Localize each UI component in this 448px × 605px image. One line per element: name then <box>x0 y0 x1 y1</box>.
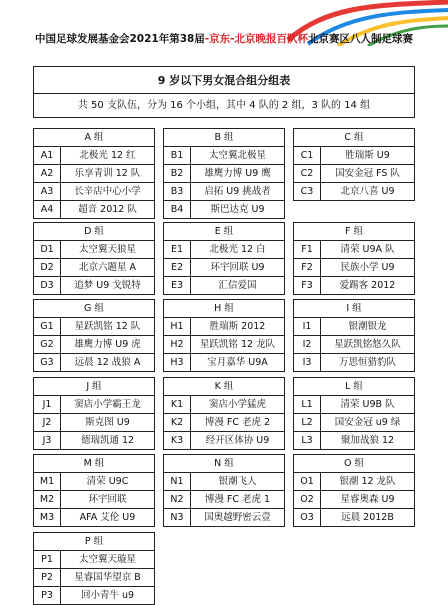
team-row <box>294 414 414 432</box>
team-code: G3 <box>34 354 61 371</box>
team-code: E3 <box>164 277 191 294</box>
team-row <box>34 551 154 569</box>
team-row <box>294 183 414 200</box>
group-header: C 组 <box>294 129 414 147</box>
team-row <box>164 165 284 183</box>
team-row <box>164 183 284 201</box>
team-name: 超音 2012 队 <box>78 204 137 215</box>
team-row <box>34 277 154 294</box>
team-code: M2 <box>34 491 61 508</box>
team-code: D2 <box>34 259 61 276</box>
team-code: K1 <box>164 396 191 413</box>
team-row <box>164 277 284 294</box>
team-name: 乐享青训 12 队 <box>74 168 141 179</box>
team-row <box>34 569 154 587</box>
group-header: H 组 <box>164 300 284 318</box>
team-row <box>294 336 414 354</box>
team-name: 长辛店中心小学 <box>74 186 141 197</box>
team-code: N1 <box>164 473 191 490</box>
group-table <box>163 128 285 219</box>
team-row <box>34 473 154 491</box>
team-row <box>34 241 154 259</box>
team-row <box>164 396 284 414</box>
team-row <box>164 241 284 259</box>
group-table <box>293 377 415 450</box>
group-header: N 组 <box>164 455 284 473</box>
team-name: 窦店小学霸王龙 <box>74 399 141 410</box>
team-row <box>294 165 414 183</box>
team-code: B1 <box>164 147 191 164</box>
team-name: 太空翼天璇星 <box>78 554 136 565</box>
team-name: 民族小学 U9 <box>340 262 395 273</box>
team-name: 星跃凯铭 12 队 <box>74 321 141 332</box>
team-name: 清荣 U9A 队 <box>340 244 395 255</box>
team-code: M3 <box>34 509 61 526</box>
event-title-part1: 中国足球发展基金会2021年第38届 <box>34 33 205 45</box>
team-code: P2 <box>34 569 61 586</box>
team-name: 博漫 FC 老虎 2 <box>204 417 271 428</box>
team-name: 万思恒猎豹队 <box>338 357 396 368</box>
team-name: 环宇回联 U9 <box>210 262 265 273</box>
team-code: N2 <box>164 491 191 508</box>
group-header: E 组 <box>164 223 284 241</box>
team-row <box>34 201 154 218</box>
team-row <box>34 165 154 183</box>
team-code: A4 <box>34 201 61 218</box>
team-name: 回小青牛 u9 <box>80 590 135 601</box>
team-code: F2 <box>294 259 321 276</box>
team-row <box>294 318 414 336</box>
team-row <box>294 241 414 259</box>
group-table <box>33 454 155 527</box>
team-row <box>294 277 414 294</box>
team-code: E1 <box>164 241 191 258</box>
team-row <box>164 432 284 449</box>
team-name: 星跃凯铭 12 龙队 <box>199 339 276 350</box>
team-name: 银潮飞人 <box>218 476 257 487</box>
group-header: F 组 <box>294 223 414 241</box>
team-code: L2 <box>294 414 321 431</box>
team-row <box>34 183 154 201</box>
team-row <box>294 473 414 491</box>
team-name: 国奥越野密云壹 <box>204 512 271 523</box>
team-row <box>164 259 284 277</box>
group-table <box>163 377 285 450</box>
team-name: 雄鹰力博 U9 虎 <box>74 339 141 350</box>
team-code: J3 <box>34 432 61 449</box>
team-code: L3 <box>294 432 321 449</box>
team-row <box>34 354 154 371</box>
group-header: A 组 <box>34 129 154 147</box>
team-name: 启拓 U9 挑战者 <box>204 186 271 197</box>
team-code: A1 <box>34 147 61 164</box>
team-name: 经开区体协 U9 <box>205 435 270 446</box>
team-code: B2 <box>164 165 191 182</box>
team-name: 胜瑞斯 2012 <box>209 321 266 332</box>
team-name: 汇信爱国 <box>218 280 257 291</box>
team-name: 聚加战狼 12 <box>340 435 395 446</box>
group-header: G 组 <box>34 300 154 318</box>
team-row <box>34 336 154 354</box>
team-name: 银潮银龙 <box>348 321 387 332</box>
event-title <box>0 31 448 46</box>
group-table <box>293 454 415 527</box>
team-name: 远晨 2012B <box>341 512 394 523</box>
team-name: 窦店小学猛虎 <box>208 399 266 410</box>
team-name: 星跃凯铭悠久队 <box>334 339 401 350</box>
team-code: N3 <box>164 509 191 526</box>
team-code: K3 <box>164 432 191 449</box>
team-code: H1 <box>164 318 191 335</box>
team-code: C1 <box>294 147 321 164</box>
team-name: 斯巴达克 U9 <box>210 204 265 215</box>
team-name: 环宇回联 <box>88 494 127 505</box>
team-row <box>34 491 154 509</box>
team-code: K2 <box>164 414 191 431</box>
group-header: B 组 <box>164 129 284 147</box>
team-name: 星睿奥森 U9 <box>340 494 395 505</box>
team-code: B3 <box>164 183 191 200</box>
team-code: A3 <box>34 183 61 200</box>
team-name: 北京六题星 A <box>78 262 137 273</box>
team-code: H3 <box>164 354 191 371</box>
team-row <box>34 396 154 414</box>
team-row <box>294 354 414 371</box>
group-table <box>33 222 155 295</box>
team-code: J1 <box>34 396 61 413</box>
table-summary: 共 50 支队伍，分为 16 个小组，其中 4 队的 2 组，3 队的 14 组 <box>77 100 371 111</box>
team-row <box>294 396 414 414</box>
group-header: O 组 <box>294 455 414 473</box>
team-row <box>34 318 154 336</box>
team-code: M1 <box>34 473 61 490</box>
team-code: H2 <box>164 336 191 353</box>
team-name: 远晨 12 战狼 A <box>74 357 141 368</box>
group-table <box>33 377 155 450</box>
team-row <box>34 259 154 277</box>
team-name: AFA 艾伦 U9 <box>79 512 136 523</box>
team-name: 清荣 U9B 队 <box>340 399 395 410</box>
group-table <box>33 532 155 605</box>
team-code: E2 <box>164 259 191 276</box>
team-name: 清荣 U9C <box>86 476 129 487</box>
team-name: 北极光 12 白 <box>209 244 266 255</box>
team-name: 国安金冠 FS 队 <box>335 168 400 179</box>
group-header: K 组 <box>164 378 284 396</box>
team-code: I1 <box>294 318 321 335</box>
main-info-table <box>33 66 415 118</box>
team-row <box>164 201 284 218</box>
group-table <box>293 299 415 372</box>
group-table <box>33 299 155 372</box>
group-header: J 组 <box>34 378 154 396</box>
event-title-sponsor: -京东-北京晚报百队杯 <box>204 33 309 45</box>
team-row <box>294 432 414 449</box>
team-row <box>34 587 154 604</box>
team-code: P1 <box>34 551 61 568</box>
group-table <box>163 454 285 527</box>
event-title-part3: 北京赛区八人制足球赛 <box>308 33 414 45</box>
team-row <box>294 491 414 509</box>
team-code: O3 <box>294 509 321 526</box>
team-row <box>34 147 154 165</box>
group-table <box>33 128 155 219</box>
team-code: P3 <box>34 587 61 604</box>
group-table <box>293 222 415 295</box>
team-row <box>294 509 414 526</box>
group-header: I 组 <box>294 300 414 318</box>
team-name: 国安金冠 u9 绿 <box>334 417 401 428</box>
team-name: 星睿国华望京 B <box>74 572 141 583</box>
team-code: F1 <box>294 241 321 258</box>
team-code: B4 <box>164 201 191 218</box>
team-name: 博漫 FC 老虎 1 <box>204 494 271 505</box>
team-row <box>294 259 414 277</box>
group-table <box>163 299 285 372</box>
team-row <box>164 473 284 491</box>
team-name: 追梦 U9 戈锐特 <box>74 280 141 291</box>
team-name: 德瑞凯通 12 <box>80 435 135 446</box>
team-code: O1 <box>294 473 321 490</box>
team-code: L1 <box>294 396 321 413</box>
team-row <box>34 432 154 449</box>
team-code: G2 <box>34 336 61 353</box>
team-row <box>164 491 284 509</box>
team-name: 太空翼北极星 <box>208 150 266 161</box>
team-name: 银潮 12 龙队 <box>339 476 396 487</box>
team-row <box>34 414 154 432</box>
team-code: D3 <box>34 277 61 294</box>
team-row <box>164 509 284 526</box>
team-name: 胜瑞斯 U9 <box>345 150 390 161</box>
table-title: 9 岁以下男女混合组分组表 <box>34 67 414 94</box>
team-code: I2 <box>294 336 321 353</box>
group-header: M 组 <box>34 455 154 473</box>
group-table <box>293 128 415 201</box>
team-row <box>294 147 414 165</box>
team-code: A2 <box>34 165 61 182</box>
team-code: O2 <box>294 491 321 508</box>
team-code: J2 <box>34 414 61 431</box>
team-row <box>34 509 154 526</box>
team-row <box>164 414 284 432</box>
group-header: D 组 <box>34 223 154 241</box>
team-name: 雄鹰力博 U9 鹰 <box>204 168 271 179</box>
team-row <box>164 147 284 165</box>
team-name: 爱踢客 2012 <box>339 280 396 291</box>
team-name: 北京八喜 U9 <box>340 186 395 197</box>
group-header: L 组 <box>294 378 414 396</box>
team-row <box>164 354 284 371</box>
header-banner <box>0 0 448 60</box>
team-name: 宝月嘉华 U9A <box>207 357 268 368</box>
group-table <box>163 222 285 295</box>
team-code: I3 <box>294 354 321 371</box>
team-name: 北极光 12 红 <box>79 150 136 161</box>
team-row <box>164 318 284 336</box>
team-name: 太空翼天狼星 <box>78 244 136 255</box>
team-code: G1 <box>34 318 61 335</box>
group-header: P 组 <box>34 533 154 551</box>
team-code: C3 <box>294 183 321 200</box>
team-code: F3 <box>294 277 321 294</box>
team-name: 斯克图 U9 <box>85 417 130 428</box>
team-row <box>164 336 284 354</box>
team-code: D1 <box>34 241 61 258</box>
team-code: C2 <box>294 165 321 182</box>
